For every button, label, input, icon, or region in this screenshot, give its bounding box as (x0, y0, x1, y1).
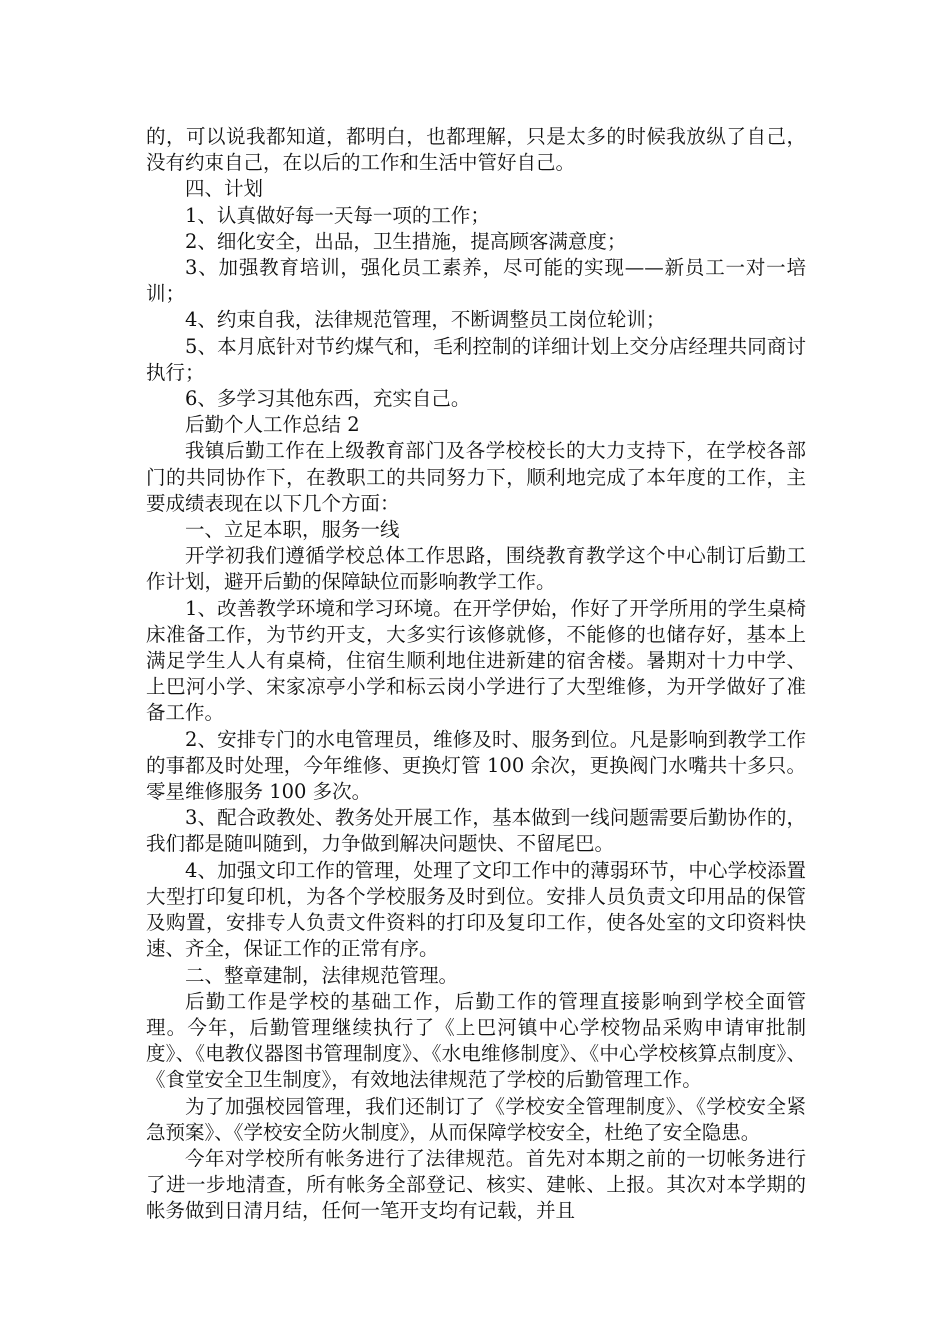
section-heading: 二、整章建制，法律规范管理。 (185, 963, 459, 987)
paragraph: 开学初我们遵循学校总体工作思路，围绕教育教学这个中心制订后勤工作计划，避开后勤的保障缺位而影响教学工作。 (146, 544, 806, 594)
list-item: 1、改善教学环境和学习环境。在开学伊始，作好了开学所用的学生桌椅床准备工作，为节约开支，大多实行该修就修，不能修的也储存好，基本上满足学生人人有桌椅，住宿生顺利地住进新建的宿舍楼。暑期对十力中学、上巴河小学、宋家凉亭小学和标云岗小学进行了大型维修，为开学做好了准备工作。 (146, 596, 806, 725)
list-item: 2、安排专门的水电管理员，维修及时、服务到位。凡是影响到教学工作的事都及时处理，今年维修、更换灯管 100 余次，更换阀门水嘴共十多只。零星维修服务 100 多次。 (146, 727, 806, 804)
paragraph: 的，可以说我都知道，都明白，也都理解，只是太多的时候我放纵了自己，没有约束自己，在以后的工作和生活中管好自己。 (146, 125, 806, 175)
list-item: 1、认真做好每一天每一项的工作； (185, 203, 490, 227)
list-item: 4、约束自我，法律规范管理，不断调整员工岗位轮训； (185, 308, 666, 332)
section-heading: 四、计划 (185, 177, 264, 201)
list-item: 2、细化安全，出品，卫生措施，提高顾客满意度； (185, 229, 627, 253)
section-heading: 一、立足本职，服务一线 (185, 518, 400, 542)
paragraph: 后勤工作是学校的基础工作，后勤工作的管理直接影响到学校全面管理。今年，后勤管理继续执行了《上巴河镇中心学校物品采购申请审批制度》、《电教仪器图书管理制度》、《水电维修制度》、《中心学校核算点制度》、《食堂安全卫生制度》，有效地法律规范了学校的后勤管理工作。 (146, 989, 806, 1092)
paragraph: 为了加强校园管理，我们还制订了《学校安全管理制度》、《学校安全紧急预案》、《学校安全防火制度》，从而保障学校安全，杜绝了安全隐患。 (146, 1094, 806, 1144)
list-item: 3、加强教育培训，强化员工素养，尽可能的实现——新员工一对一培训； (146, 256, 806, 306)
list-item: 5、本月底针对节约煤气和，毛利控制的详细计划上交分店经理共同商讨执行； (146, 334, 806, 384)
paragraph: 我镇后勤工作在上级教育部门及各学校校长的大力支持下，在学校各部门的共同协作下，在教职工的共同努力下，顺利地完成了本年度的工作，主要成绩表现在以下几个方面： (146, 439, 806, 515)
list-item: 4、加强文印工作的管理，处理了文印工作中的薄弱环节，中心学校添置大型打印复印机，为各个学校服务及时到位。安排人员负责文印用品的保管及购置，安排专人负责文件资料的打印及复印工作，使各处室的文印资料快速、齐全，保证工作的正常有序。 (146, 858, 806, 961)
document-body (146, 124, 806, 1225)
list-item: 6、多学习其他东西，充实自己。 (185, 387, 471, 411)
paragraph: 今年对学校所有帐务进行了法律规范。首先对本期之前的一切帐务进行了进一步地清查，所有帐务全部登记、核实、建帐、上报。其次对本学期的帐务做到日清月结，任何一笔开支均有记载，并且 (146, 1146, 806, 1223)
list-item: 3、配合政教处、教务处开展工作，基本做到一线问题需要后勤协作的，我们都是随叫随到，力争做到解决问题快、不留尾巴。 (146, 806, 806, 856)
document-title: 后勤个人工作总结 2 (185, 413, 360, 437)
